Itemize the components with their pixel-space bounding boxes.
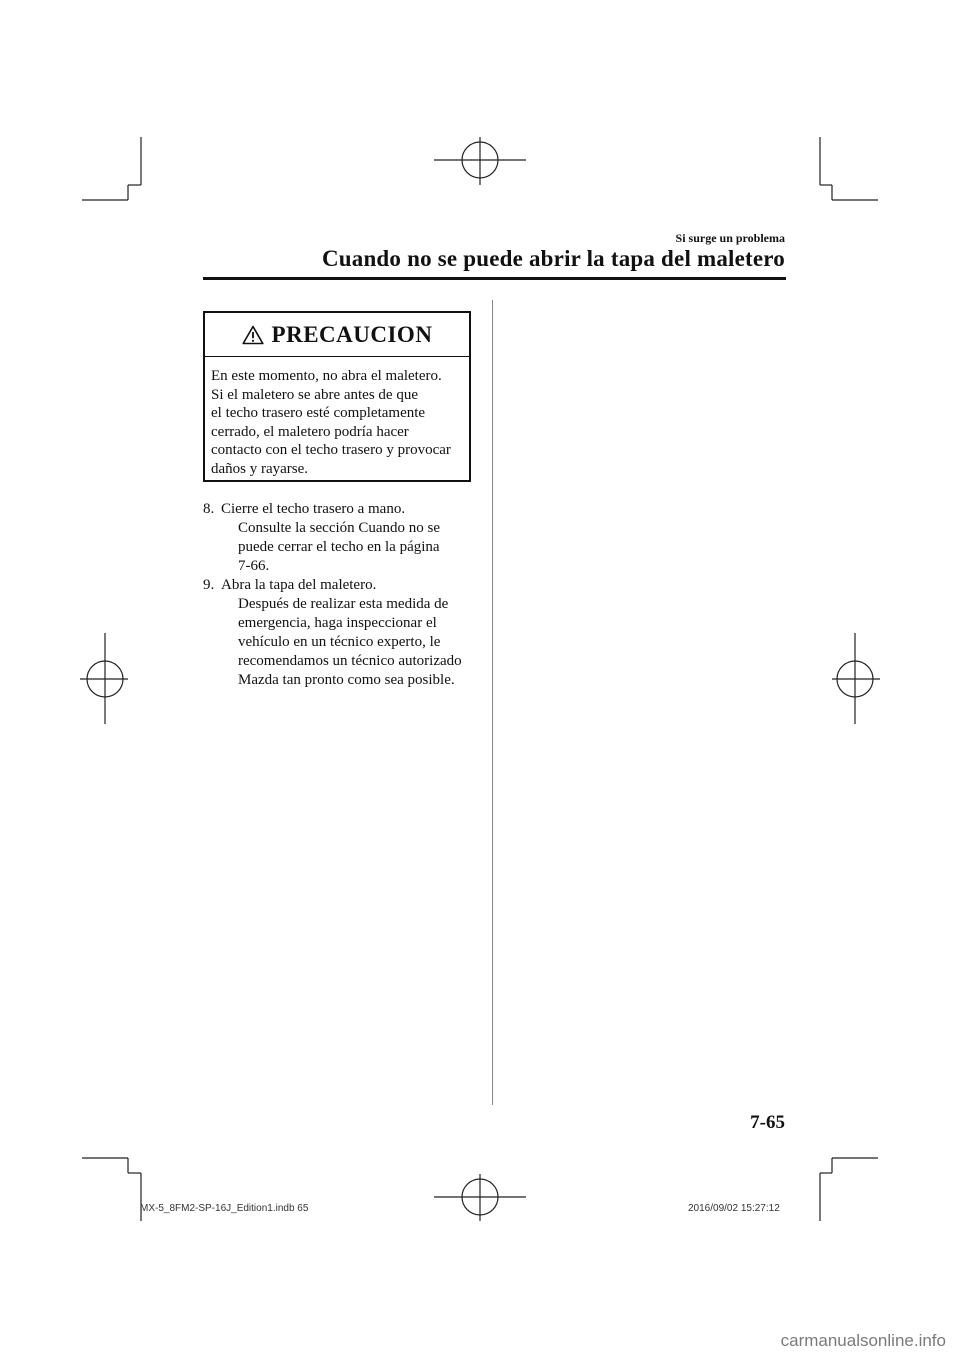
caution-line: daños y rayarse. <box>211 460 309 477</box>
step-8 <box>203 500 488 576</box>
registration-mark-bottom <box>434 1174 526 1221</box>
step-line: puede cerrar el techo en la página <box>238 539 440 555</box>
step-number: 8. <box>203 501 215 517</box>
step-line: Después de realizar esta medida de <box>238 596 449 612</box>
page-number: 7-65 <box>750 1112 785 1133</box>
section-label: Si surge un problema <box>675 231 785 245</box>
step-line: Mazda tan pronto como sea posible. <box>238 672 455 688</box>
caution-line: cerrado, el maletero podría hacer <box>211 423 409 440</box>
step-9 <box>203 576 488 690</box>
registration-mark-right <box>832 633 880 724</box>
caution-header <box>205 313 469 357</box>
steps-list <box>203 500 488 690</box>
column-divider <box>492 300 493 1105</box>
step-body <box>221 500 488 576</box>
caution-title: PRECAUCION <box>271 321 433 347</box>
caution-box <box>203 311 471 482</box>
warning-triangle-icon <box>242 325 264 345</box>
footer-timestamp: 2016/09/02 15:27:12 <box>688 1203 780 1214</box>
caution-line: contacto con el techo trasero y provocar <box>211 442 451 458</box>
caution-text <box>211 367 469 478</box>
registration-mark-left <box>80 633 128 724</box>
step-line: emergencia, haga inspeccionar el <box>238 615 437 631</box>
caution-line: Si el maletero se abre antes de que <box>211 386 418 403</box>
title-rule <box>203 277 786 280</box>
caution-line: En este momento, no abra el maletero. <box>211 368 442 384</box>
step-line: Consulte la sección Cuando no se <box>238 520 441 536</box>
caution-line: el techo trasero esté completamente <box>211 405 426 421</box>
step-line: 7-66. <box>238 558 270 574</box>
step-line: vehículo en un técnico experto, le <box>238 634 441 650</box>
step-body <box>221 576 488 690</box>
registration-mark-top <box>434 137 526 185</box>
footer-file-info: MX-5_8FM2-SP-16J_Edition1.indb 65 <box>140 1203 309 1214</box>
step-line: recomendamos un técnico autorizado <box>238 653 462 669</box>
step-line: Cierre el techo trasero a mano. <box>221 501 406 517</box>
watermark: carmanualsonline.info <box>780 1331 946 1350</box>
step-number: 9. <box>203 577 215 593</box>
step-line: Abra la tapa del maletero. <box>221 577 377 593</box>
section-title: Cuando no se puede abrir la tapa del maletero <box>321 246 785 271</box>
